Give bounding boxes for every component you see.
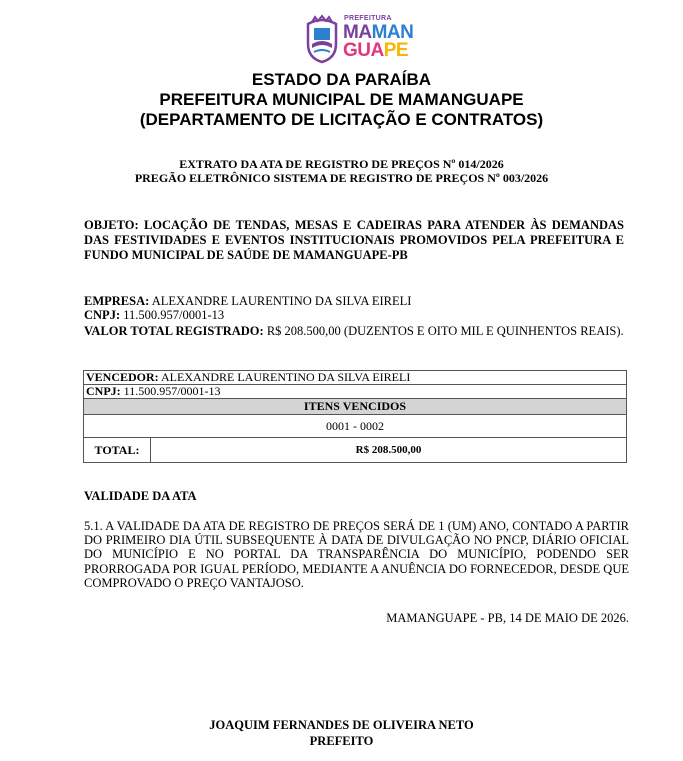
signature-role: PREFEITO	[309, 734, 374, 748]
logo-word-guape: GUAPE	[343, 40, 409, 61]
table-row	[84, 385, 627, 399]
logo-prefeitura-text: PREFEITURA	[344, 15, 392, 22]
title-pregao: PREGÃO ELETRÔNICO SISTEMA DE REGISTRO DE PREÇOS Nº 003/2026	[134, 171, 549, 185]
total-label-cell: TOTAL:	[84, 438, 151, 463]
table-row	[84, 415, 627, 438]
header-prefeitura: PREFEITURA MUNICIPAL DE MAMANGUAPE	[159, 90, 524, 109]
itens-value-cell: 0001 - 0002	[84, 415, 627, 438]
place-date: MAMANGUAPE - PB, 14 DE MAIO DE 2026.	[386, 611, 629, 625]
crest-icon	[304, 14, 340, 64]
itens-header-cell: ITENS VENCIDOS	[84, 399, 627, 415]
header-state: ESTADO DA PARAÍBA	[251, 70, 432, 89]
valor-total-line: VALOR TOTAL REGISTRADO: R$ 208.500,00 (DUZENTOS E OITO MIL E QUINHENTOS REAIS).	[84, 324, 624, 338]
title-extrato: EXTRATO DA ATA DE REGISTRO DE PREÇOS Nº 014/2026	[179, 157, 504, 171]
validade-paragraph: 5.1. A VALIDADE DA ATA DE REGISTRO DE PREÇOS SERÁ DE 1 (UM) ANO, CONTADO A PARTIR DO PRIMEIRO DIA ÚTIL SUBSEQUENTE À DATA DE DIVULGAÇÃO NO PNCP, DIÁRIO OFICIAL DO MUNICÍPIO E NO PORTAL DA TRANSPARÊNCIA DO MUNICÍPIO, PODENDO SER PRORROGADA POR IGUAL PERÍODO, MEDIANTE A ANUÊNCIA DO FORNECEDOR, DESDE QUE COMPROVADO O PREÇO VANTAJOSO.	[84, 519, 629, 590]
objeto-paragraph: OBJETO: LOCAÇÃO DE TENDAS, MESAS E CADEIRAS PARA ATENDER ÀS DEMANDAS DAS FESTIVIDADES E EVENTOS INSTITUCIONAIS PROMOVIDOS PELA PREFEITURA E FUNDO MUNICIPAL DE SAÚDE DE MAMANGUAPE-PB	[84, 218, 624, 262]
vencedor-table	[83, 370, 627, 463]
total-value-cell: R$ 208.500,00	[151, 438, 627, 463]
signature-name: JOAQUIM FERNANDES DE OLIVEIRA NETO	[209, 718, 474, 732]
table-row	[84, 371, 627, 385]
signature-block	[0, 717, 683, 749]
cnpj-line: CNPJ: 11.500.957/0001-13	[84, 308, 225, 322]
vencedor-cell: VENCEDOR: ALEXANDRE LAURENTINO DA SILVA EIRELI	[84, 371, 627, 385]
cnpj-cell: CNPJ: 11.500.957/0001-13	[84, 385, 627, 399]
validade-title: VALIDADE DA ATA	[84, 489, 197, 503]
table-row	[84, 438, 627, 463]
prefeitura-logo	[300, 12, 420, 68]
table-row	[84, 399, 627, 415]
empresa-line: EMPRESA: ALEXANDRE LAURENTINO DA SILVA EIRELI	[84, 294, 412, 308]
logo-word-maman: MAMAN	[343, 22, 414, 43]
header-department: (DEPARTAMENTO DE LICITAÇÃO E CONTRATOS)	[139, 110, 544, 129]
